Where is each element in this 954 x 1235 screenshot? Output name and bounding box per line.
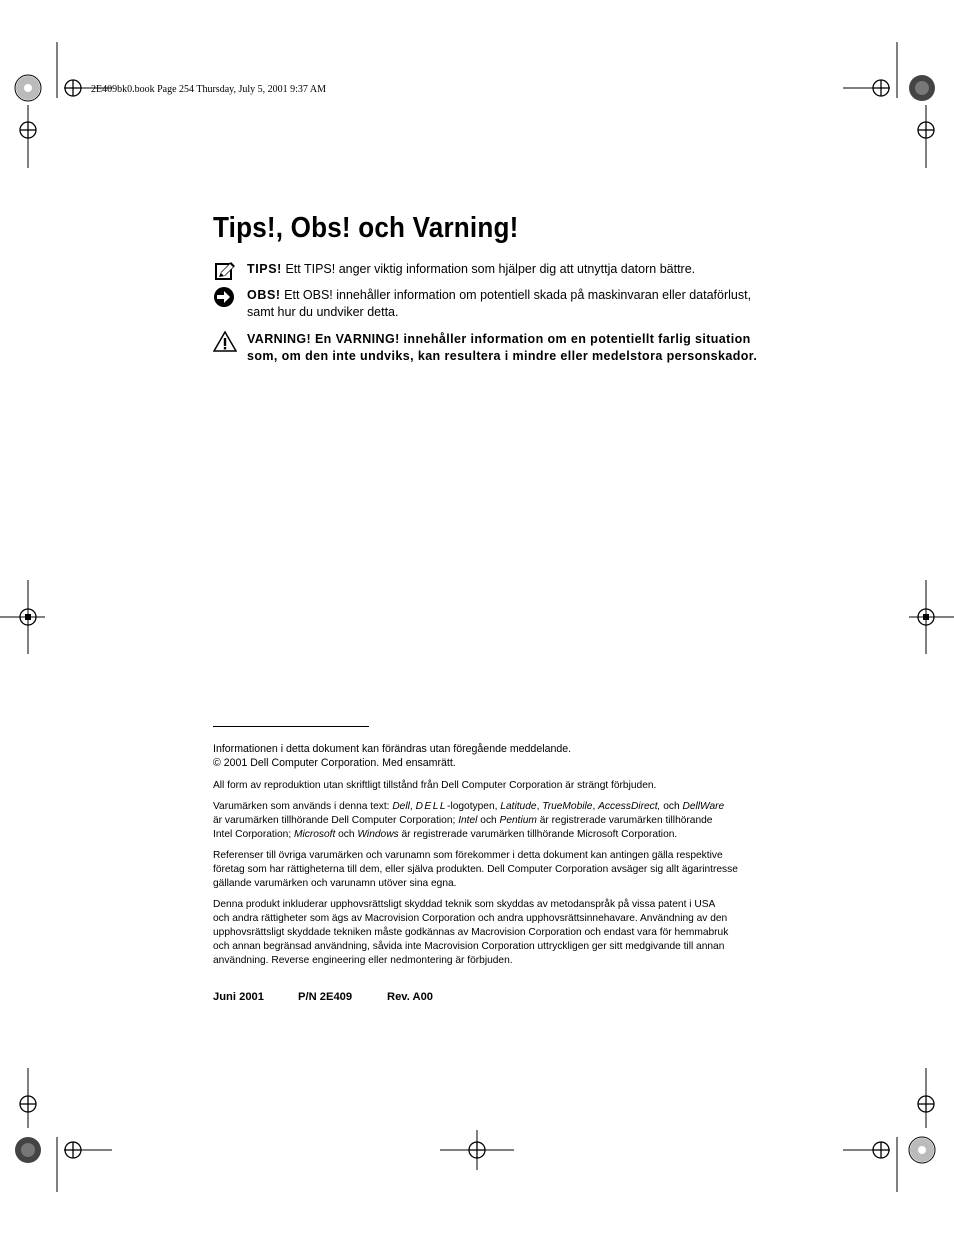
part-number: P/N 2E409 bbox=[298, 991, 353, 1003]
trademark-text: Intel Corporation; bbox=[213, 829, 294, 840]
running-head: 2E409bk0.book Page 254 Thursday, July 5, 2001 9:37 AM bbox=[91, 84, 326, 95]
warning-note bbox=[213, 331, 813, 367]
trademark-truemobile: TrueMobile bbox=[542, 801, 593, 812]
trademark-intel: Intel bbox=[458, 815, 478, 826]
page-title: Tips!, Obs! och Varning! bbox=[213, 212, 519, 244]
trademark-sep: , bbox=[592, 801, 599, 812]
trademark-sep: , bbox=[536, 801, 543, 812]
trademark-dell: Dell bbox=[392, 801, 410, 812]
pencil-note-icon bbox=[213, 261, 237, 283]
revision: Rev. A00 bbox=[387, 991, 434, 1003]
trademark-text: -logotypen, bbox=[447, 801, 501, 812]
change-notice-line: Informationen i detta dokument kan förändras utan föregående meddelande. bbox=[213, 743, 572, 755]
arrow-circle-icon bbox=[213, 287, 237, 309]
reproduction-notice: All form av reproduktion utan skriftligt tillstånd från Dell Computer Corporation är strängt förbjuden. bbox=[213, 780, 657, 791]
macrovision-line: och andra rättigheter som ägs av Macrovision Corporation och andra upphovsrättsinnehavare. Användning av den bbox=[213, 913, 728, 924]
change-notice bbox=[213, 742, 813, 770]
trademark-latitude: Latitude bbox=[500, 801, 537, 812]
references-line: Referenser till övriga varumärken och varunamn som förekommer i detta dokument kan antingen gälla respektive bbox=[213, 850, 723, 861]
macrovision-line: Denna produkt inkluderar upphovsrättsligt skyddad teknik som skyddas av metodanspråk på vissa patent i USA bbox=[213, 899, 716, 910]
notice-text-2: samt hur du undviker detta. bbox=[247, 305, 399, 319]
tip-text: Ett TIPS! anger viktig information som hjälper dig att utnyttja datorn bättre. bbox=[285, 262, 696, 276]
trademark-windows: Windows bbox=[357, 829, 399, 840]
notice-label: OBS! bbox=[247, 288, 281, 302]
trademark-dell-logo: DELL bbox=[415, 801, 448, 812]
references-line: gällande varumärken och varunamn utöver sina egna. bbox=[213, 878, 457, 889]
trademark-conj: och bbox=[335, 829, 358, 840]
macrovision-line: upphovsrättsligt skyddade tekniken måste godkännas av Macrovision Corporation och endast vara för hemmabruk bbox=[213, 927, 729, 938]
trademark-text: Varumärken som används i denna text: bbox=[213, 801, 393, 812]
macrovision-notice bbox=[213, 898, 813, 968]
references-line: företag som har rättigheterna till dem, eller själva produkten. Dell Computer Corporation avsäger sig allt ägarintresse bbox=[213, 864, 738, 875]
trademark-conj: och bbox=[477, 815, 500, 826]
trademark-notice bbox=[213, 800, 813, 842]
macrovision-line: och annan begränsad användning, såvida inte Macrovision Corporation uttryckligen ger sitt medgivande till annan bbox=[213, 941, 725, 952]
warning-triangle-icon bbox=[213, 331, 237, 353]
notice-note bbox=[213, 287, 813, 323]
trademark-text: är registrerade varumärken tillhörande Microsoft Corporation. bbox=[398, 829, 678, 840]
copyright-line: © 2001 Dell Computer Corporation. Med ensamrätt. bbox=[213, 757, 456, 769]
warning-text-1: VARNING! En VARNING! innehåller information om en potentiellt farlig situation bbox=[247, 332, 751, 346]
trademark-text: är varumärken tillhörande Dell Computer Corporation; bbox=[213, 815, 459, 826]
warning-text-2: som, om den inte undviks, kan resultera i mindre eller medelstora personskador. bbox=[247, 349, 758, 363]
notice-text: Ett OBS! innehåller information om potentiell skada på maskinvaran eller dataförlust, bbox=[284, 288, 752, 302]
trademark-microsoft: Microsoft bbox=[293, 829, 336, 840]
tip-label: TIPS! bbox=[247, 262, 282, 276]
trademark-text: är registrerade varumärken tillhörande bbox=[536, 815, 713, 826]
tip-note bbox=[213, 261, 813, 281]
trademark-sep: , bbox=[409, 801, 416, 812]
trademark-pentium: Pentium bbox=[499, 815, 537, 826]
release-date: Juni 2001 bbox=[213, 991, 264, 1003]
trademark-accessdirect: AccessDirect, bbox=[598, 801, 661, 812]
references-notice bbox=[213, 849, 813, 891]
macrovision-line: användning. Reverse engineering eller nedmontering är förbjuden. bbox=[213, 955, 513, 966]
trademark-conj: och bbox=[660, 801, 683, 812]
trademark-dellware: DellWare bbox=[682, 801, 725, 812]
footnote-rule bbox=[213, 726, 369, 727]
release-info bbox=[213, 991, 433, 1003]
